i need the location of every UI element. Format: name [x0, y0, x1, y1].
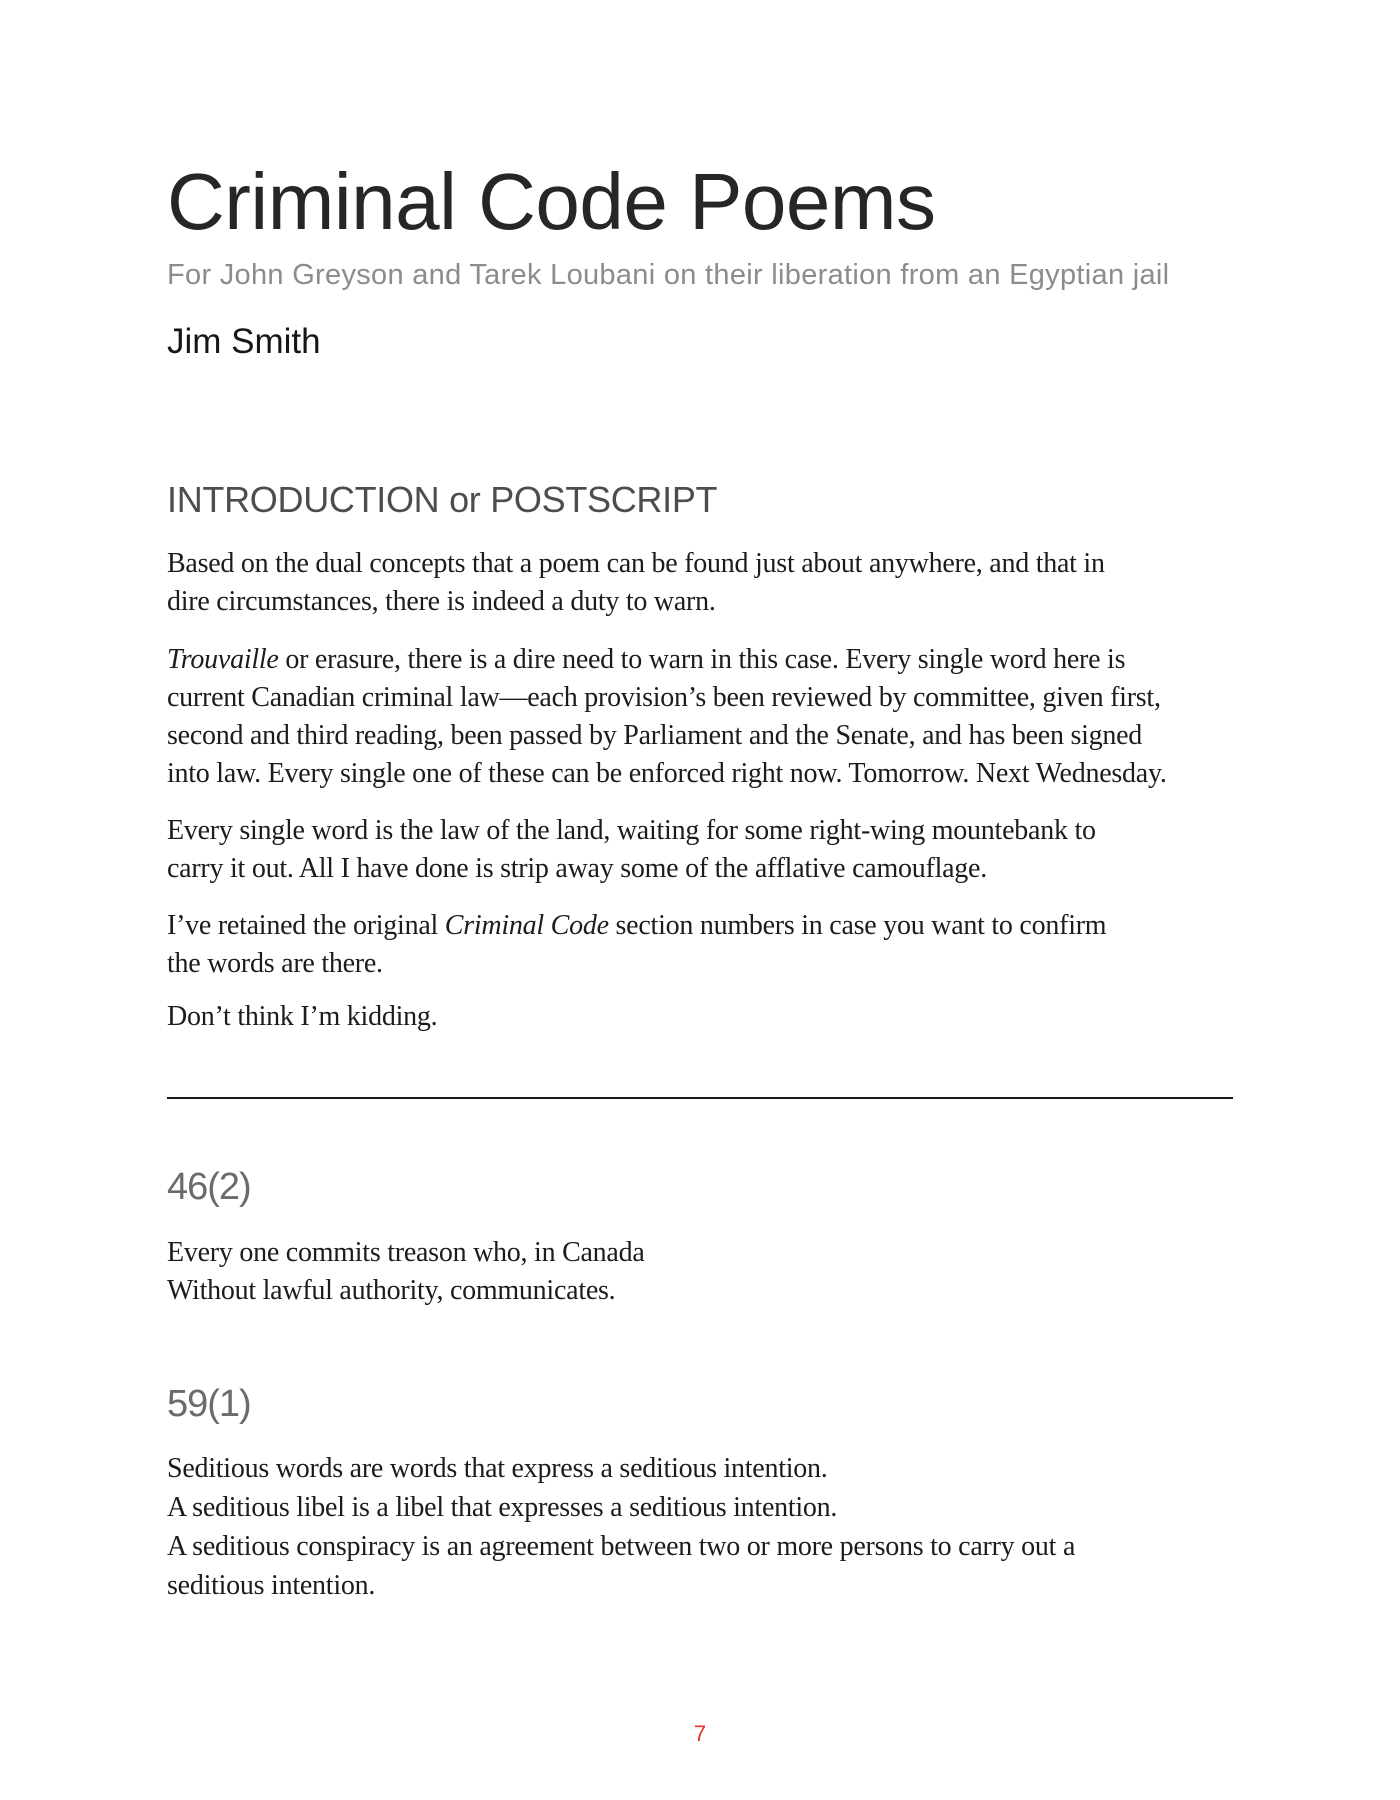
italic-text: Criminal Code — [444, 910, 609, 941]
poem-body — [167, 1449, 1075, 1605]
text-line — [167, 717, 1167, 755]
text-run: Without lawful authority, communicates. — [167, 1275, 616, 1306]
page-title: Criminal Code Poems — [167, 157, 936, 246]
text-line — [167, 679, 1167, 717]
text-line — [167, 583, 1105, 621]
text-run: section numbers in case you want to confirm — [608, 910, 1107, 941]
text-run: second and third reading, been passed by Parliament and the Senate, and has been signed — [167, 720, 1143, 751]
intro-paragraph — [167, 641, 1167, 793]
text-run: or erasure, there is a dire need to warn in this case. Every single word here is — [278, 644, 1126, 675]
text-line — [167, 1566, 1075, 1605]
text-run: Don’t think I’m kidding. — [167, 1001, 438, 1032]
text-line — [167, 1449, 1075, 1488]
text-line — [167, 755, 1167, 793]
intro-paragraph — [167, 545, 1105, 621]
italic-text: Trouvaille — [167, 644, 279, 675]
text-line — [167, 945, 1106, 983]
section-divider — [167, 1097, 1233, 1099]
text-line — [167, 641, 1167, 679]
section-number: 59(1) — [167, 1383, 251, 1425]
text-run: A seditious libel is a libel that expresses a seditious intention. — [167, 1492, 838, 1523]
text-run: into law. Every single one of these can be enforced right now. Tomorrow. Next Wednesday. — [167, 758, 1167, 789]
dedication-subtitle: For John Greyson and Tarek Loubani on their liberation from an Egyptian jail — [167, 259, 1170, 291]
intro-paragraph — [167, 907, 1106, 983]
text-run: Seditious words are words that express a seditious intention. — [167, 1453, 828, 1484]
text-run: carry it out. All I have done is strip away some of the afflative camouflage. — [167, 853, 987, 884]
text-line — [167, 998, 437, 1036]
text-run: Every single word is the law of the land, waiting for some right-wing mountebank to — [167, 815, 1096, 846]
page-number: 7 — [693, 1721, 707, 1746]
text-line — [167, 1272, 645, 1310]
text-run: I’ve retained the original — [167, 910, 445, 941]
text-line — [167, 907, 1106, 945]
text-run: the words are there. — [167, 948, 383, 979]
intro-paragraph — [167, 812, 1096, 888]
text-line — [167, 1527, 1075, 1566]
poem-body — [167, 1234, 645, 1310]
intro-paragraph — [167, 998, 437, 1036]
section-number: 46(2) — [167, 1166, 251, 1208]
text-run: A seditious conspiracy is an agreement between two or more persons to carry out a — [167, 1531, 1076, 1562]
text-run: current Canadian criminal law—each provision’s been reviewed by committee, given first, — [167, 682, 1161, 713]
text-line — [167, 850, 1096, 888]
author-name: Jim Smith — [167, 322, 321, 361]
text-run: Every one commits treason who, in Canada — [167, 1237, 645, 1268]
text-line — [167, 1488, 1075, 1527]
text-line — [167, 1234, 645, 1272]
text-run: dire circumstances, there is indeed a duty to warn. — [167, 586, 716, 617]
text-run: Based on the dual concepts that a poem can be found just about anywhere, and that in — [167, 548, 1105, 579]
text-line — [167, 545, 1105, 583]
text-run: seditious intention. — [167, 1570, 376, 1601]
text-line — [167, 812, 1096, 850]
intro-heading: INTRODUCTION or POSTSCRIPT — [167, 479, 718, 520]
